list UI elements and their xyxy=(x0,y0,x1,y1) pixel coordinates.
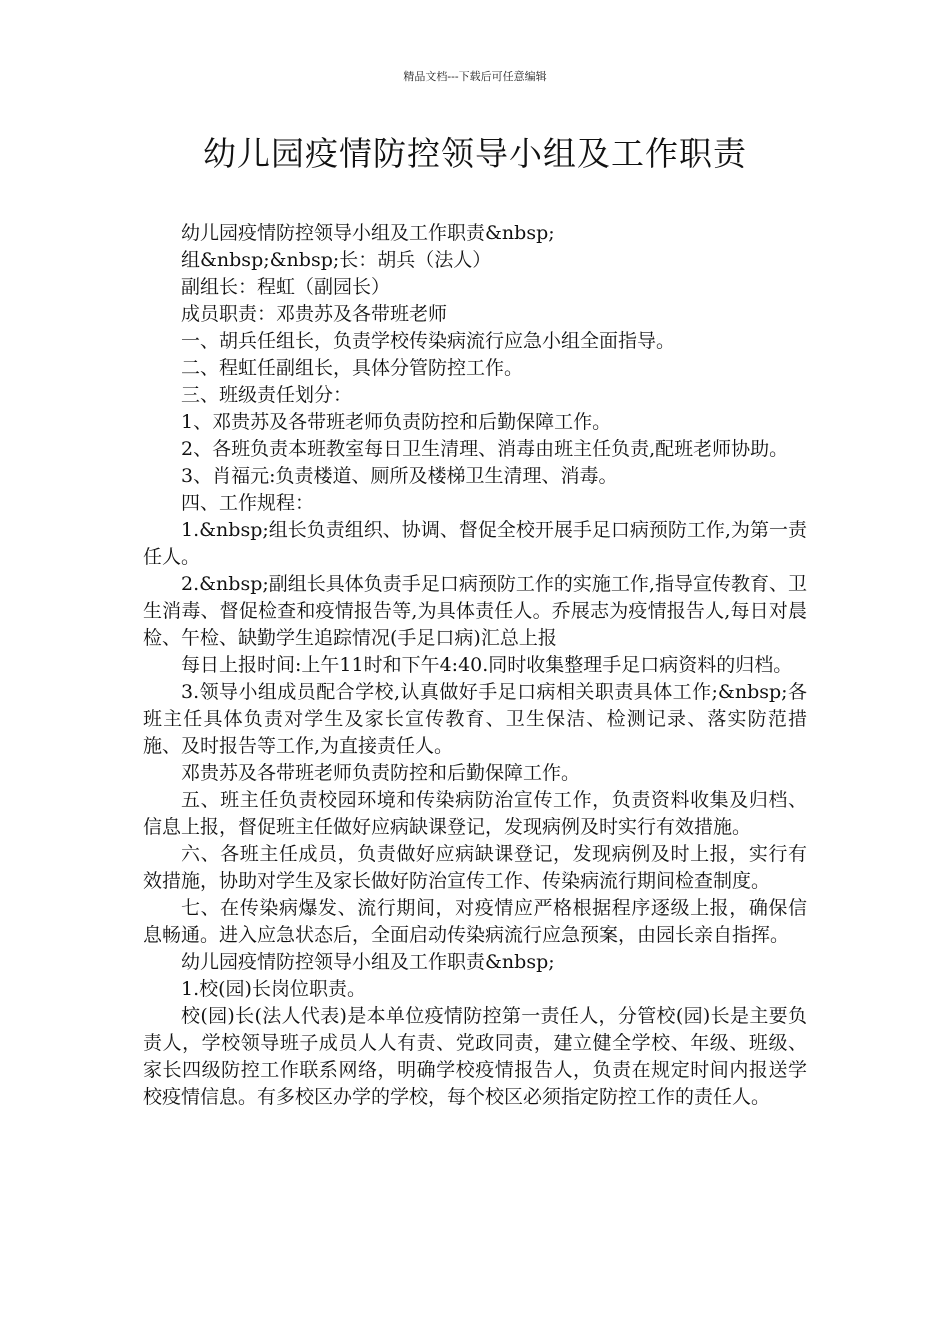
paragraph: 四、工作规程： xyxy=(181,492,315,514)
paragraph: 三、班级责任划分： xyxy=(181,384,353,406)
page-header-note: 精品文档---下载后可任意编辑 xyxy=(403,70,547,83)
paragraph: 组&nbsp;&nbsp;长：胡兵（法人） xyxy=(181,249,492,271)
document-body xyxy=(143,220,807,1111)
paragraph: 校(园)长(法人代表)是本单位疫情防控第一责任人，分管校(园)长是主要负责人，学校领导班子成员人人有责、党政同责，建立健全学校、年级、班级、家长四级防控工作联系网络，明确学校疫情报告人，负责在规定时间内报送学校疫情信息。有多校区办学的学校，每个校区必须指定防控工作的责任人。 xyxy=(143,1005,807,1108)
document-title: 幼儿园疫情防控领导小组及工作职责 xyxy=(203,134,747,173)
paragraph: 1.&nbsp;组长负责组织、协调、督促全校开展手足口病预防工作,为第一责任人。 xyxy=(143,519,807,568)
paragraph: 1、邓贵苏及各带班老师负责防控和后勤保障工作。 xyxy=(181,411,612,433)
paragraph: 幼儿园疫情防控领导小组及工作职责&nbsp; xyxy=(181,222,555,244)
paragraph: 七、在传染病爆发、流行期间，对疫情应严格根据程序逐级上报，确保信息畅通。进入应急状态后，全面启动传染病流行应急预案，由园长亲自指挥。 xyxy=(143,897,807,946)
paragraph: 每日上报时间:上午11时和下午4:40.同时收集整理手足口病资料的归档。 xyxy=(181,654,793,676)
paragraph: 3、肖福元:负责楼道、厕所及楼梯卫生清理、消毒。 xyxy=(181,465,618,487)
paragraph: 幼儿园疫情防控领导小组及工作职责&nbsp; xyxy=(181,951,555,973)
paragraph: 五、班主任负责校园环境和传染病防治宣传工作，负责资料收集及归档、信息上报，督促班主任做好应病缺课登记，发现病例及时实行有效措施。 xyxy=(143,789,807,838)
paragraph: 3.领导小组成员配合学校,认真做好手足口病相关职责具体工作;&nbsp;各班主任具体负责对学生及家长宣传教育、卫生保洁、检测记录、落实防范措施、及时报告等工作,为直接责任人。 xyxy=(143,681,807,757)
paragraph: 邓贵苏及各带班老师负责防控和后勤保障工作。 xyxy=(181,762,581,784)
paragraph: 成员职责：邓贵苏及各带班老师 xyxy=(181,303,448,325)
paragraph: 二、程虹任副组长，具体分管防控工作。 xyxy=(181,357,524,379)
paragraph: 2.&nbsp;副组长具体负责手足口病预防工作的实施工作,指导宣传教育、卫生消毒、督促检查和疫情报告等,为具体责任人。乔展志为疫情报告人,每日对晨检、午检、缺勤学生追踪情况(手足口病)汇总上报 xyxy=(143,573,807,649)
paragraph: 2、各班负责本班教室每日卫生清理、消毒由班主任负责,配班老师协助。 xyxy=(181,438,789,460)
paragraph: 六、各班主任成员，负责做好应病缺课登记，发现病例及时上报，实行有效措施，协助对学生及家长做好防治宣传工作、传染病流行期间检查制度。 xyxy=(143,843,807,892)
paragraph: 副组长：程虹（副园长） xyxy=(181,276,391,298)
paragraph: 1.校(园)长岗位职责。 xyxy=(181,978,366,1000)
paragraph: 一、胡兵任组长，负责学校传染病流行应急小组全面指导。 xyxy=(181,330,676,352)
